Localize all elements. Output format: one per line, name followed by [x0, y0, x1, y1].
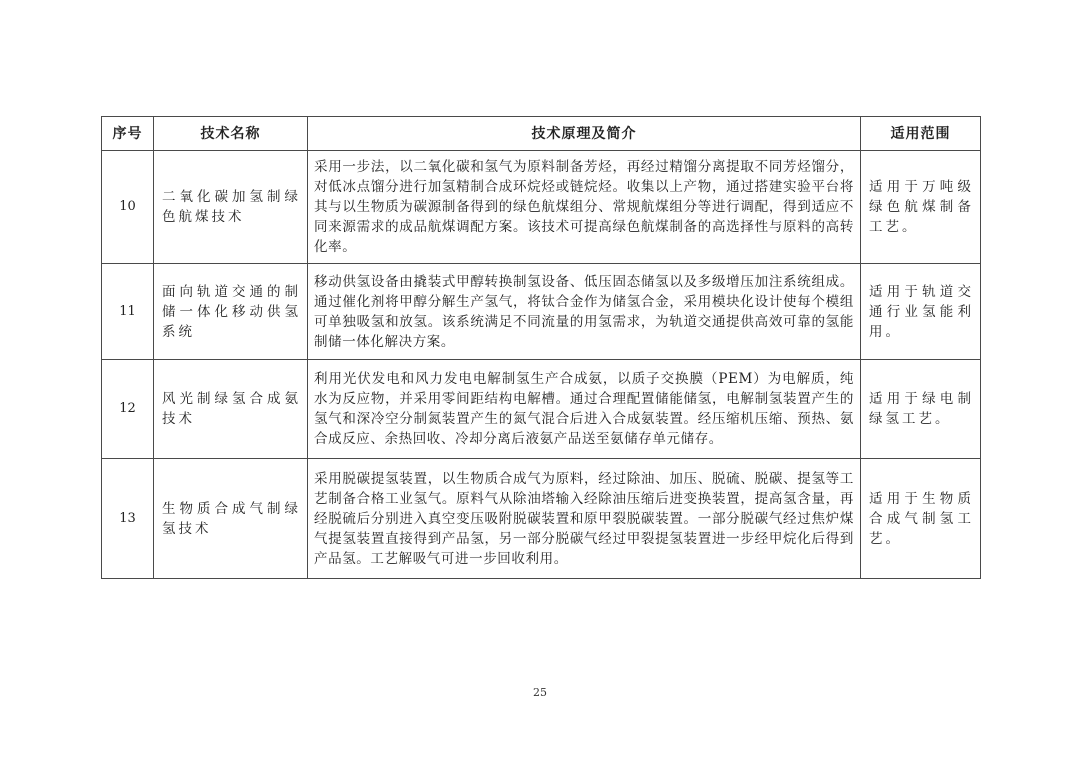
row-tech-desc: 移动供氢设备由撬装式甲醇转换制氢设备、低压固态储氢以及多级增压加注系统组成。通过催化剂将甲醇分解生产氢气，将钛合金作为储氢合金，采用模块化设计使每个模组可单独吸氢和放氢。该系统满足不同流量的用氢需求，为轨道交通提供高效可靠的氢能制储一体化解决方案。 [308, 264, 861, 360]
header-scope: 适用范围 [861, 117, 981, 151]
page-number: 25 [533, 686, 547, 699]
row-tech-desc: 采用一步法，以二氧化碳和氢气为原料制备芳烃，再经过精馏分离提取不同芳烃馏分，对低冰点馏分进行加氢精制合成环烷烃或链烷烃。收集以上产物，通过搭建实验平台将其与以生物质为碳源制备得到的绿色航煤组分、常规航煤组分等进行调配，得到适应不同来源需求的成品航煤调配方案。该技术可提高绿色航煤制备的高选择性与原料的高转化率。 [308, 151, 861, 264]
header-desc: 技术原理及简介 [308, 117, 861, 151]
row-tech-name: 生物质合成气制绿氢技术 [154, 459, 308, 579]
row-scope: 适用于轨道交通行业氢能利用。 [861, 264, 981, 360]
row-tech-desc: 采用脱碳提氢装置，以生物质合成气为原料，经过除油、加压、脱硫、脱碳、提氢等工艺制备合格工业氢气。原料气从除油塔输入经除油压缩后进变换装置，提高氢含量，再经脱硫后分别进入真空变压吸附脱碳装置和原甲裂脱碳装置。一部分脱碳气经过焦炉煤气提氢装置直接得到产品氢，另一部分脱碳气经过甲裂提氢装置进一步经甲烷化后得到产品氢。工艺解吸气可进一步回收利用。 [308, 459, 861, 579]
row-seq: 13 [102, 459, 154, 579]
table-row [102, 360, 981, 459]
row-seq: 12 [102, 360, 154, 459]
row-scope: 适用于生物质合成气制氢工艺。 [861, 459, 981, 579]
row-tech-name: 风光制绿氢合成氨技术 [154, 360, 308, 459]
table-row [102, 151, 981, 264]
row-tech-name: 二氧化碳加氢制绿色航煤技术 [154, 151, 308, 264]
row-tech-name: 面向轨道交通的制储一体化移动供氢系统 [154, 264, 308, 360]
header-seq: 序号 [102, 117, 154, 151]
row-scope: 适用于绿电制绿氢工艺。 [861, 360, 981, 459]
table-row [102, 459, 981, 579]
technology-table [101, 116, 981, 579]
row-seq: 10 [102, 151, 154, 264]
table-header-row [102, 117, 981, 151]
header-name: 技术名称 [154, 117, 308, 151]
row-seq: 11 [102, 264, 154, 360]
row-scope: 适用于万吨级绿色航煤制备工艺。 [861, 151, 981, 264]
table-row [102, 264, 981, 360]
row-tech-desc: 利用光伏发电和风力发电电解制氢生产合成氨，以质子交换膜（PEM）为电解质，纯水为反应物，并采用零间距结构电解槽。通过合理配置储能储氢，电解制氢装置产生的氢气和深冷空分制氮装置产生的氮气混合后进入合成氨装置。经压缩机压缩、预热、氨合成反应、余热回收、冷却分离后液氨产品送至氨储存单元储存。 [308, 360, 861, 459]
